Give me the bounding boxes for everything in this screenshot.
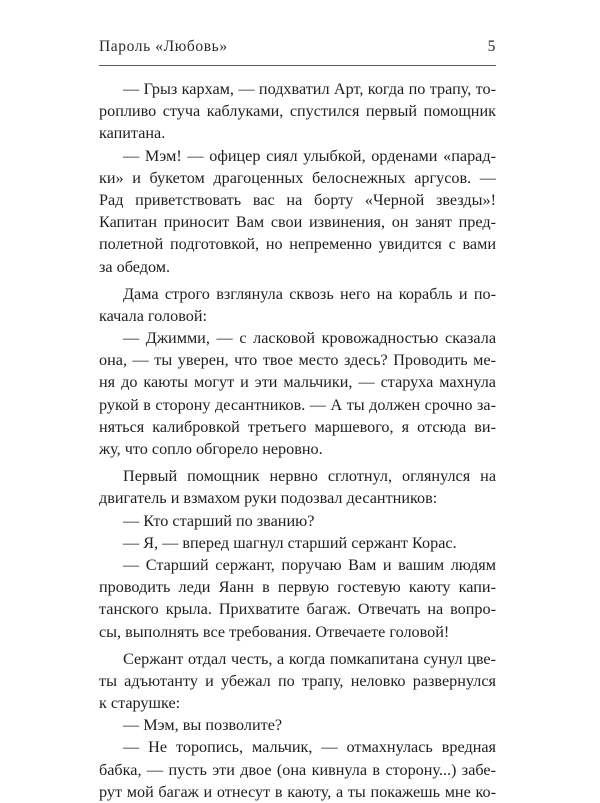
text-line: рукой в сторону десантников. — А ты должен срочно за- [99,395,496,414]
text-line: она, — ты уверен, что твое место здесь? Проводить ме- [99,351,496,370]
text-line: полетной подготовкой, но непременно увидится с вами [99,235,496,254]
text-line: — Мэм! — офицер сиял улыбкой, орденами «парад- [123,146,496,165]
running-header [99,38,496,60]
text-line: ки» и букетом драгоценных белоснежных аргусов. — [99,168,496,187]
text-line: двигатель и взмахом руки подозвал десантников: [99,489,438,508]
text-line: проводить леди Яанн в первую гостевую каюту капи- [99,578,496,597]
text-line: капитана. [99,124,166,143]
text-line: за обедом. [99,257,171,276]
text-line: к старушке: [99,694,181,713]
text-line: бабка, — пусть эти двое (она кивнула в сторону...) забе- [99,760,496,779]
text-line: жу, что сопло обгорело неровно. [99,440,323,458]
text-line: ня до каюты могут и эти мальчики, — старуха махнула [99,373,496,392]
body-text [99,78,496,803]
text-line: — Старший сержант, поручаю Вам и вашим людям [123,555,496,574]
text-line: — Кто старший по званию? [123,511,315,530]
header-rule [99,65,496,66]
text-line: — Не торопись, мальчик, — отмахнулась вредная [123,738,496,757]
text-line: рут мой багаж и отнесут в каюту, а ты покажешь мне ко- [99,782,496,801]
text-line: ты адъютанту и убежал по трапу, неловко развернулся [99,671,496,690]
text-line: Капитан приносит Вам свои извинения, он занят пред- [99,213,496,232]
text-line: Сержант отдал честь, а когда помкапитана сунул цве- [123,649,496,668]
text-line: няться калибровкой третьего маршевого, я отсюда ви- [99,417,496,436]
text-line: сы, выполнять все требования. Отвечаете головой! [99,622,450,641]
text-line: танского крыла. Прихватите багаж. Отвечать на вопро- [99,600,496,619]
text-line: — Мэм, вы позволите? [123,716,283,735]
text-line: — Я, — вперед шагнул старший сержант Корас. [123,533,457,552]
text-line: Рад приветствовать вас на борту «Черной звезды»! [99,190,496,209]
text-line: ропливо стуча каблуками, спустился первый помощник [99,102,496,121]
text-line: Дама строго взглянула сквозь него на корабль и по- [123,284,496,303]
text-line: качала головой: [99,306,208,325]
page-number: 5 [487,38,496,55]
text-line: Первый помощник нервно сглотнул, оглянулся на [123,467,496,486]
text-line: — Джимми, — с ласковой кровожадностью сказала [123,329,496,348]
text-line: — Грыз кархам, — подхватил Арт, когда по трапу, то- [123,80,496,98]
running-title: Пароль «Любовь» [99,38,228,55]
